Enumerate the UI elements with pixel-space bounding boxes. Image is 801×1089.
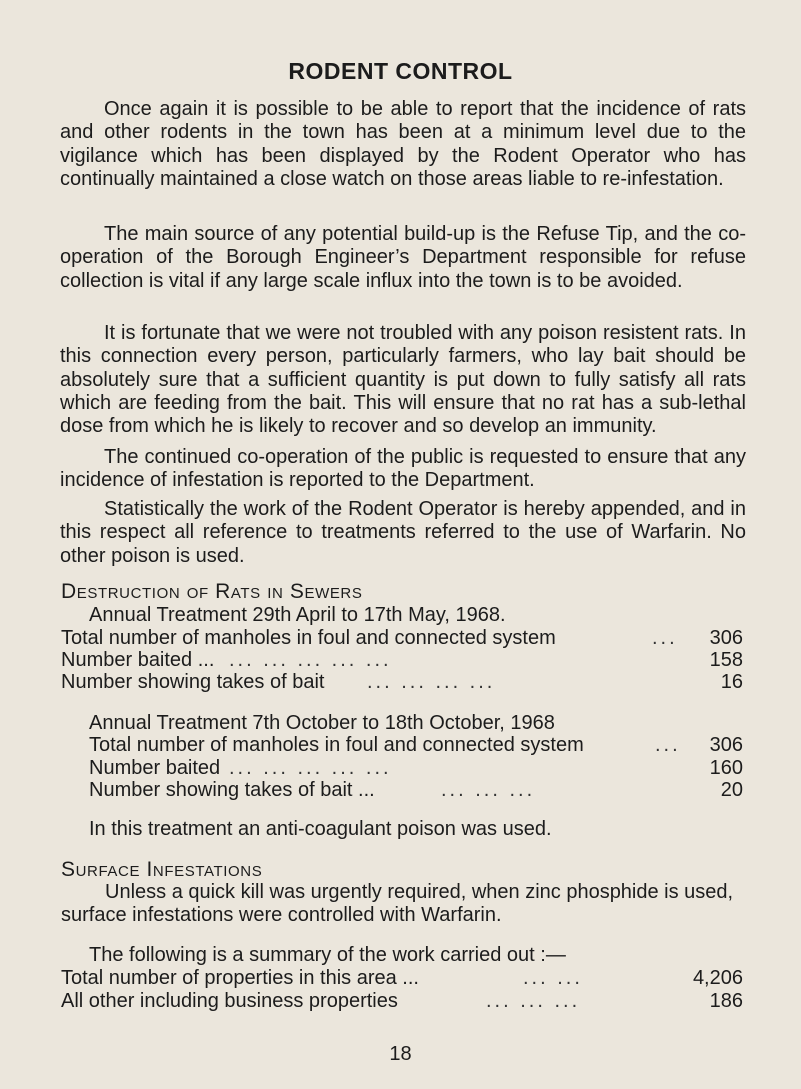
treatment2-row-baited bbox=[89, 757, 743, 779]
page-title: RODENT CONTROL bbox=[288, 58, 513, 84]
paragraph-public-cooperation: The continued co-operation of the public is requested to ensure that any incidence of infestation is reported to the Department. bbox=[60, 446, 746, 492]
row-leader-dots: ... ... ... bbox=[441, 779, 536, 801]
row-label: Total number of manholes in foul and connected system bbox=[61, 627, 556, 649]
row-value: 4,206 bbox=[692, 967, 743, 989]
row-leader-dots: ... bbox=[652, 627, 678, 649]
row-leader-dots: ... ... ... bbox=[486, 990, 581, 1012]
row-leader-dots: ... ... ... ... ... bbox=[229, 757, 392, 779]
row-label: Number showing takes of bait bbox=[61, 671, 325, 693]
paragraph-statistics: Statistically the work of the Rodent Operator is hereby appended, and in this respect all reference to treatments referred to the use of Warfarin. No other poison is used. bbox=[60, 498, 746, 567]
row-label: All other including business properties bbox=[61, 990, 398, 1012]
row-value: 160 bbox=[709, 757, 743, 779]
surface-heading: Surface Infestations bbox=[61, 858, 263, 881]
row-label: Number baited ... bbox=[61, 649, 215, 671]
treatment1-row-manholes bbox=[61, 627, 743, 649]
row-value: 16 bbox=[720, 671, 743, 693]
row-value: 306 bbox=[709, 734, 743, 756]
row-label: Number showing takes of bait ... bbox=[89, 779, 375, 801]
surface-paragraph: Unless a quick kill was urgently required, when zinc phosphide is used, surface infestations were controlled with Warfarin. bbox=[61, 881, 734, 927]
row-label: Number baited bbox=[89, 757, 221, 779]
row-value: 158 bbox=[709, 649, 743, 671]
row-leader-dots: ... ... bbox=[523, 967, 583, 989]
paragraph-refuse-tip: The main source of any potential build-up is the Refuse Tip, and the co-operation of the Borough Engineer’s Department responsible for refuse collection is vital if any large scale influx into the town is to be avoided. bbox=[60, 223, 746, 292]
row-label: Total number of properties in this area ... bbox=[61, 967, 419, 989]
treatment1-row-baited bbox=[61, 649, 743, 671]
treatment1-title: Annual Treatment 29th April to 17th May, 1968. bbox=[89, 604, 506, 626]
paragraph-poison-resistent: It is fortunate that we were not troubled with any poison resistent rats. In this connection every person, particularly farmers, who lay bait should be absolutely sure that a sufficient quantity is put down to fully satisfy all rats which are feeding from the bait. This will ensure that no rat has a sub-lethal dose from which he is likely to recover and so develop an immunity. bbox=[60, 322, 746, 438]
row-value: 186 bbox=[709, 990, 743, 1012]
treatment1-row-takes bbox=[61, 671, 743, 693]
summary-row-properties bbox=[61, 967, 743, 989]
treatment2-title: Annual Treatment 7th October to 18th October, 1968 bbox=[89, 712, 555, 734]
row-leader-dots: ... bbox=[655, 734, 681, 756]
row-label: Total number of manholes in foul and connected system bbox=[89, 734, 584, 756]
treatment2-row-manholes bbox=[89, 734, 743, 756]
row-value: 20 bbox=[720, 779, 743, 801]
treatment2-note: In this treatment an anti-coagulant poison was used. bbox=[89, 818, 552, 840]
page-number: 18 bbox=[389, 1043, 412, 1065]
paragraph-intro: Once again it is possible to be able to report that the incidence of rats and other rodents in the town has been at a minimum level due to the vigilance which has been displayed by the Rodent Operator who has continually maintained a close watch on those areas liable to re-infestation. bbox=[60, 98, 746, 190]
row-leader-dots: ... ... ... ... bbox=[367, 671, 496, 693]
treatment2-row-takes bbox=[89, 779, 743, 801]
summary-row-business bbox=[61, 990, 743, 1012]
sewers-heading: Destruction of Rats in Sewers bbox=[61, 580, 363, 603]
summary-intro: The following is a summary of the work carried out :— bbox=[89, 944, 566, 966]
row-leader-dots: ... ... ... ... ... bbox=[229, 649, 392, 671]
row-value: 306 bbox=[709, 627, 743, 649]
